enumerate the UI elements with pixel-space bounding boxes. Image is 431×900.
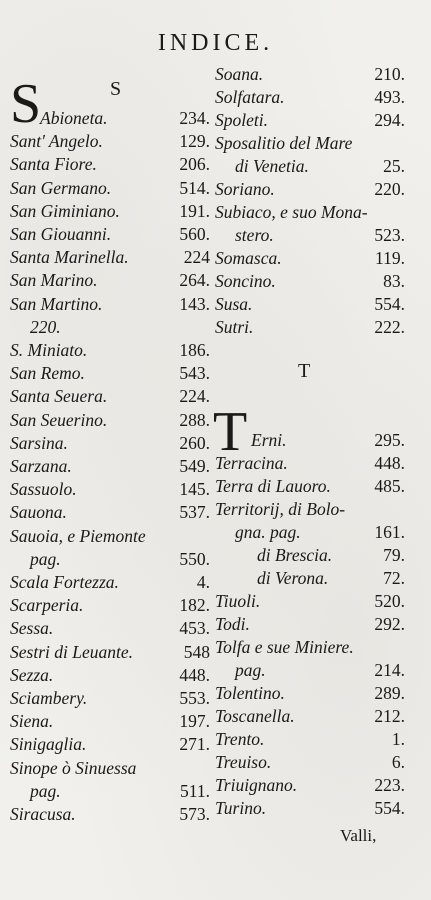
entry-name: Territorij, di Bolo- <box>215 499 346 519</box>
entry-name: Terra di Lauoro. <box>215 476 331 496</box>
entry-page-number: 511. <box>180 780 210 801</box>
entry-name: Todi. <box>215 614 250 634</box>
entry-page-number: 83. <box>383 271 405 291</box>
dropcap-t: T <box>213 401 248 463</box>
entry-page-number: 292. <box>374 614 405 634</box>
index-entry <box>215 225 405 249</box>
entry-name: Sarzana. <box>10 456 72 476</box>
entry-name: di Verona. <box>257 568 329 588</box>
index-entry <box>10 479 210 503</box>
entry-page-number: 182. <box>179 595 210 616</box>
entry-page-number: 485. <box>374 476 405 496</box>
entry-name: San Marino. <box>10 270 98 291</box>
index-entry <box>10 804 210 828</box>
entry-name: Soncino. <box>215 271 276 291</box>
entry-page-number: 143. <box>179 293 210 314</box>
index-entry <box>215 637 405 661</box>
index-entry <box>10 688 210 712</box>
index-entry <box>10 386 210 410</box>
entry-page-number: 4. <box>196 572 210 592</box>
entry-name: Sauoia, e Piemonte <box>10 525 146 546</box>
entry-page-number: 550. <box>179 548 210 569</box>
entry-name: Santa Seuera. <box>10 386 108 407</box>
entry-name: Tolfa e sue Miniere. <box>215 637 354 657</box>
index-entry <box>10 734 210 758</box>
entry-name: di Brescia. <box>257 545 333 565</box>
entry-page-number: 234. <box>179 108 210 128</box>
entry-page-number: 145. <box>179 479 210 500</box>
entry-name: Soana. <box>215 64 264 84</box>
index-entry <box>10 572 210 596</box>
index-entry <box>215 156 405 180</box>
index-entry <box>10 433 210 457</box>
entry-name: Toscanella. <box>215 706 295 726</box>
entry-name: San Germano. <box>10 177 112 198</box>
index-entry <box>10 456 210 480</box>
index-entry <box>10 154 210 178</box>
index-entry <box>10 270 210 294</box>
entry-page-number: 514. <box>179 177 210 198</box>
entry-page-number: 161. <box>374 522 405 542</box>
page-title: INDICE. <box>157 30 274 56</box>
entry-page-number: 191. <box>179 200 210 221</box>
catchword: Valli, <box>340 826 377 845</box>
entry-name: Sant' Angelo. <box>10 131 103 152</box>
entry-name: San Martino. <box>10 293 103 314</box>
entry-name: Spoleti. <box>215 110 268 130</box>
entry-name: Sutri. <box>215 317 254 337</box>
entry-page-number: 493. <box>374 87 405 107</box>
index-entry <box>10 665 210 689</box>
index-entry <box>215 133 405 157</box>
entry-name: Sinigaglia. <box>10 734 87 755</box>
entry-page-number: 295. <box>374 430 405 450</box>
entry-page-number: 554. <box>374 798 405 818</box>
entry-name: San Seuerino. <box>10 409 108 430</box>
entry-name: Sarsina. <box>10 432 68 453</box>
entry-page-number: 210. <box>374 64 405 84</box>
index-entry <box>215 248 405 272</box>
letter-heading-t: T <box>298 360 311 382</box>
index-entry <box>10 247 210 271</box>
entry-name: Sestri di Leuante. <box>10 641 133 662</box>
entry-name: S. Miniato. <box>10 340 88 360</box>
entry-page-number: 223. <box>374 775 405 795</box>
entry-name: San Remo. <box>10 363 85 384</box>
index-entry <box>215 522 405 546</box>
entry-page-number: 1. <box>391 729 405 749</box>
index-entry <box>10 758 210 782</box>
entry-page-number: 119. <box>375 248 405 268</box>
index-entry <box>215 752 405 776</box>
index-entry <box>215 729 405 753</box>
entry-name: Sposalitio del Mare <box>215 133 353 153</box>
entry-page-number: 294. <box>374 110 405 130</box>
entry-page-number: 548 <box>183 641 210 662</box>
entry-name: 220. <box>30 316 61 337</box>
entry-name: di Venetia. <box>235 156 309 176</box>
entry-page-number: 129. <box>179 131 210 152</box>
entry-page-number: 264. <box>179 270 210 291</box>
index-entry <box>215 798 405 822</box>
index-entry <box>215 179 405 203</box>
index-entry <box>10 549 210 573</box>
entry-name: Siracusa. <box>10 804 76 824</box>
entry-name: Scarperia. <box>10 595 84 616</box>
index-entry <box>10 526 210 550</box>
index-entry <box>10 595 210 619</box>
entry-page-number: 560. <box>179 224 210 244</box>
entry-name: Siena. <box>10 711 54 732</box>
entry-name: pag. <box>235 660 266 680</box>
entry-page-number: 448. <box>179 664 210 685</box>
entry-page-number: 25. <box>383 156 405 176</box>
index-entry <box>10 410 210 434</box>
index-entry <box>215 202 405 226</box>
entry-page-number: 6. <box>391 752 405 772</box>
entry-name: pag. <box>30 780 61 801</box>
entry-name: Triuignano. <box>215 775 298 795</box>
entry-page-number: 72. <box>383 568 405 588</box>
entry-name: Sezza. <box>10 664 54 685</box>
index-entry <box>215 64 405 88</box>
index-entry <box>215 591 405 615</box>
entry-page-number: 271. <box>179 734 210 755</box>
index-entry <box>215 453 405 477</box>
entry-page-number: 289. <box>374 683 405 703</box>
index-entry <box>10 108 210 132</box>
index-entry <box>10 340 210 364</box>
entry-name: Susa. <box>215 294 253 314</box>
entry-name: Subiaco, e suo Mona- <box>215 202 368 222</box>
entry-page-number: 197. <box>179 711 210 732</box>
entry-page-number: 79. <box>383 545 405 565</box>
entry-name: Sassuolo. <box>10 479 77 500</box>
index-entry <box>215 545 405 569</box>
index-entry <box>10 131 210 155</box>
entry-name: Sciambery. <box>10 688 88 708</box>
entry-page-number: 288. <box>179 409 210 430</box>
entry-name: Terracina. <box>215 453 288 473</box>
index-entry <box>10 294 210 318</box>
index-entry <box>215 430 405 454</box>
entry-name: pag. <box>30 548 61 569</box>
entry-name: Sauona. <box>10 502 67 523</box>
entry-page-number: 573. <box>179 804 210 824</box>
entry-page-number: 453. <box>179 618 210 639</box>
entry-name: Sinope ò Sinuessa <box>10 757 137 778</box>
entry-name: Santa Marinella. <box>10 247 129 268</box>
entry-page-number: 553. <box>179 688 210 708</box>
index-entry <box>10 711 210 735</box>
index-entry <box>215 271 405 295</box>
entry-name: Somasca. <box>215 248 282 268</box>
dropcap-s: S <box>10 73 42 135</box>
letter-heading-s: S <box>110 78 122 100</box>
entry-page-number: 222. <box>374 317 405 337</box>
entry-page-number: 523. <box>374 225 405 245</box>
index-entry <box>215 683 405 707</box>
index-entry <box>215 660 405 684</box>
entry-name: Treuiso. <box>215 752 272 772</box>
entry-name: Tolentino. <box>215 683 285 703</box>
index-entry <box>10 178 210 202</box>
entry-page-number: 220. <box>374 179 405 199</box>
entry-name: Solfatara. <box>215 87 285 107</box>
index-entry <box>215 317 405 341</box>
index-entry <box>215 110 405 134</box>
entry-page-number: 549. <box>179 456 210 476</box>
entry-page-number: 206. <box>179 154 210 175</box>
entry-name: gna. pag. <box>235 522 301 542</box>
entry-page-number: 260. <box>179 432 210 453</box>
entry-page-number: 224 <box>183 247 210 268</box>
entry-name: Scala Fortezza. <box>10 572 119 592</box>
index-entry <box>215 614 405 638</box>
entry-page-number: 214. <box>374 660 405 680</box>
index-entry <box>10 224 210 248</box>
entry-name: Turino. <box>215 798 267 818</box>
entry-name: Santa Fiore. <box>10 154 97 175</box>
index-entry <box>215 476 405 500</box>
entry-name: Trento. <box>215 729 265 749</box>
index-entry <box>215 294 405 318</box>
index-entry <box>10 363 210 387</box>
entry-name: stero. <box>235 225 274 245</box>
index-entry <box>215 499 405 523</box>
index-entry <box>10 781 210 805</box>
index-entry <box>10 317 210 341</box>
entry-name: Soriano. <box>215 179 275 199</box>
entry-name: Erni. <box>251 430 287 450</box>
index-entry <box>10 502 210 526</box>
entry-name: Sessa. <box>10 618 54 639</box>
index-entry <box>10 201 210 225</box>
index-entry <box>215 87 405 111</box>
entry-page-number: 543. <box>179 363 210 384</box>
entry-page-number: 520. <box>374 591 405 611</box>
index-entry <box>10 642 210 666</box>
entry-page-number: 554. <box>374 294 405 314</box>
index-entry <box>215 775 405 799</box>
entry-page-number: 212. <box>374 706 405 726</box>
entry-name: San Giminiano. <box>10 200 120 221</box>
index-entry <box>215 706 405 730</box>
entry-page-number: 224. <box>179 386 210 407</box>
entry-page-number: 537. <box>179 502 210 523</box>
index-entry <box>215 568 405 592</box>
entry-page-number: 186. <box>179 340 210 360</box>
entry-name: Abioneta. <box>40 108 108 128</box>
entry-name: Tiuoli. <box>215 591 261 611</box>
entry-name: San Giouanni. <box>10 224 112 244</box>
index-entry <box>10 618 210 642</box>
entry-page-number: 448. <box>374 453 405 473</box>
